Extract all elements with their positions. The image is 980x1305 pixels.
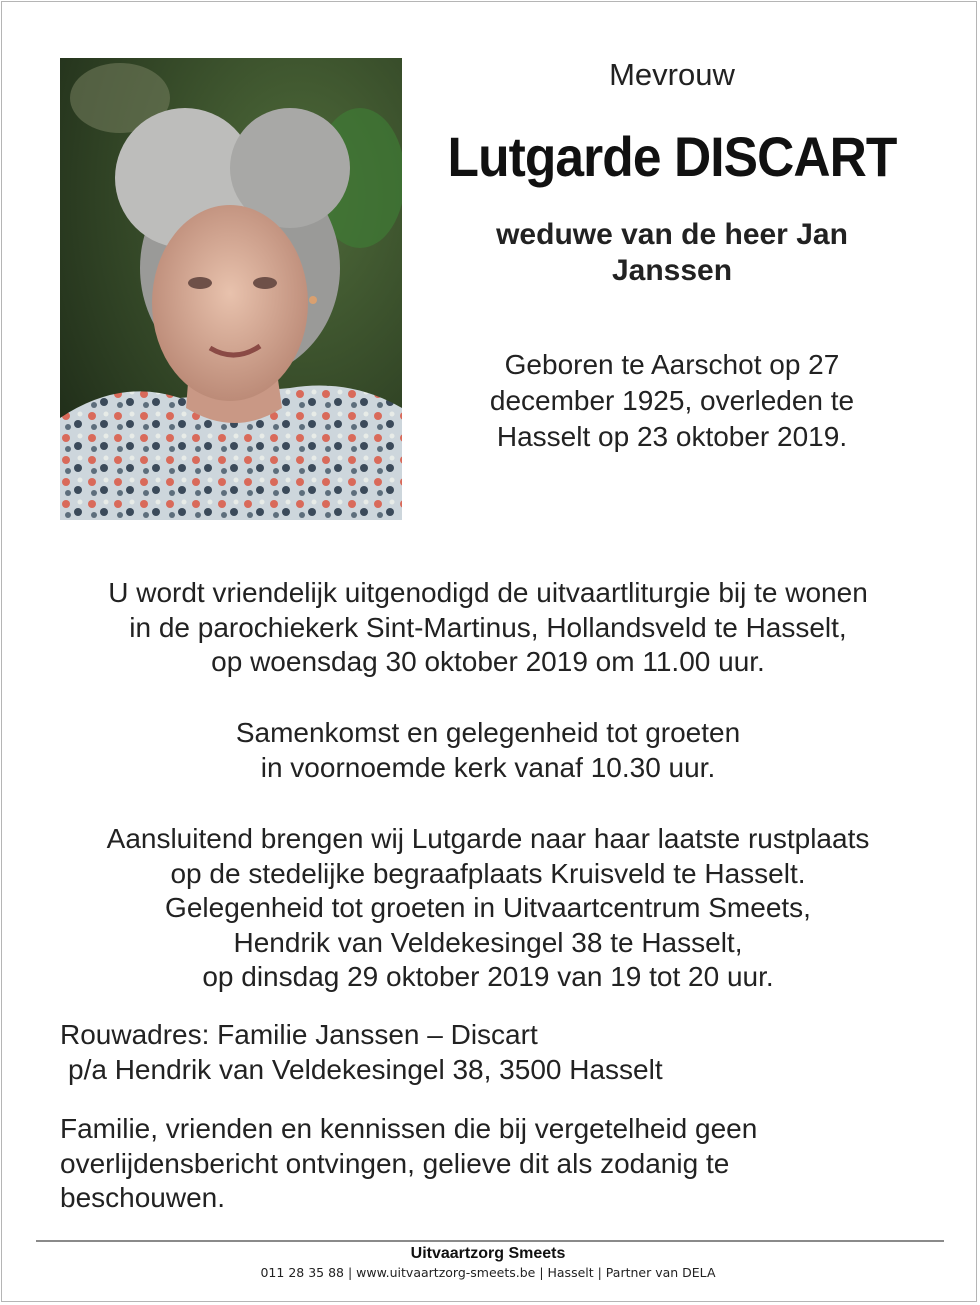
salutation: Mevrouw xyxy=(609,57,735,92)
birth-death-details: Geboren te Aarschot op 27 december 1925, overleden te Hasselt op 23 oktober 2019. xyxy=(489,349,855,452)
company-name: Uitvaartzorg Smeets xyxy=(410,1245,566,1262)
address-line: Rouwadres: Familie Janssen – Discart xyxy=(60,1019,538,1050)
gathering-info xyxy=(0,716,976,785)
company-contact: 011 28 35 88 | www.uitvaartzorg-smeets.be | Hasselt | Partner van DELA xyxy=(260,1265,716,1280)
footer-divider xyxy=(36,1240,944,1242)
burial-line: Aansluitend brengen wij Lutgarde naar haar laatste rustplaats xyxy=(106,823,870,854)
deceased-name: Lutgarde DISCART xyxy=(447,125,897,188)
footer xyxy=(0,1244,976,1281)
funeral-line: in de parochiekerk Sint-Martinus, Hollandsveld te Hasselt, xyxy=(129,611,847,643)
burial-line: op dinsdag 29 oktober 2019 van 19 tot 20 uur. xyxy=(202,961,774,992)
burial-info xyxy=(0,822,976,995)
notice-header xyxy=(402,50,942,455)
gathering-line: in voornoemde kerk vanaf 10.30 uur. xyxy=(260,751,716,783)
funeral-line: op woensdag 30 oktober 2019 om 11.00 uur. xyxy=(211,646,765,677)
widow-of: weduwe van de heer Jan Janssen xyxy=(496,218,848,287)
funeral-invitation xyxy=(0,576,976,680)
address-line: p/a Hendrik van Veldekesingel 38, 3500 Hasselt xyxy=(68,1053,663,1085)
funeral-line: U wordt vriendelijk uitgenodigd de uitvaartliturgie bij te wonen xyxy=(108,577,868,608)
mourning-address xyxy=(60,1018,860,1087)
burial-line: Hendrik van Veldekesingel 38 te Hasselt, xyxy=(233,926,743,958)
burial-line: Gelegenheid tot groeten in Uitvaartcentrum Smeets, xyxy=(165,892,811,923)
burial-line: op de stedelijke begraafplaats Kruisveld te Hasselt. xyxy=(170,857,806,889)
notification-disclaimer: Familie, vrienden en kennissen die bij vergetelheid geen overlijdensbericht ontvingen, gelieve dit als zodanig te beschouwen. xyxy=(60,1113,758,1213)
gathering-line: Samenkomst en gelegenheid tot groeten xyxy=(235,717,741,748)
portrait-photo xyxy=(60,58,402,520)
